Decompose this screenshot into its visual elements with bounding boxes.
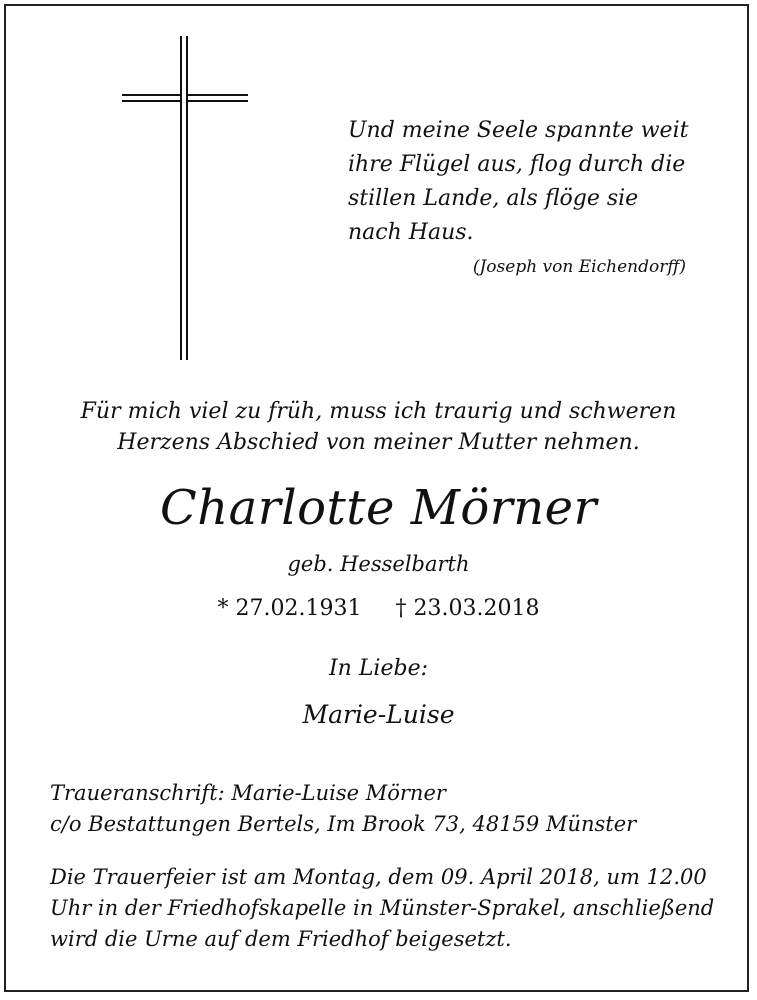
poem-quote <box>348 114 688 250</box>
ceremony-line: Uhr in der Friedhofskapelle in Münster-Sprakel, anschließend <box>50 896 715 920</box>
life-dates <box>0 596 757 621</box>
cross-icon <box>122 36 248 360</box>
poem-attribution: (Joseph von Eichendorff) <box>472 257 686 277</box>
ceremony-line: wird die Urne auf dem Friedhof beigesetzt. <box>50 927 512 951</box>
maiden-name: geb. Hesselbarth <box>287 552 470 576</box>
signoff-label: In Liebe: <box>328 656 429 681</box>
address-line: c/o Bestattungen Bertels, Im Brook 73, 48159 Münster <box>50 812 637 836</box>
deceased-name: Charlotte Mörner <box>160 480 597 536</box>
death-date: † 23.03.2018 <box>395 596 540 621</box>
ceremony-line: Die Trauerfeier ist am Montag, dem 09. April 2018, um 12.00 <box>50 865 707 889</box>
ceremony-info <box>50 862 730 955</box>
poem-line: stillen Lande, als flöge sie <box>348 186 639 211</box>
address-line: Traueranschrift: Marie-Luise Mörner <box>50 781 446 805</box>
birth-date: * 27.02.1931 <box>217 596 362 621</box>
poem-line: Und meine Seele spannte weit <box>348 118 689 143</box>
intro-line: Für mich viel zu früh, muss ich traurig und schweren <box>80 399 677 424</box>
intro-text <box>0 396 757 458</box>
poem-line: ihre Flügel aus, flog durch die <box>348 152 686 177</box>
intro-line: Herzens Abschied von meiner Mutter nehmen. <box>117 430 640 455</box>
poem-line: nach Haus. <box>348 220 474 245</box>
mourning-address <box>50 778 730 840</box>
signoff-name: Marie-Luise <box>302 700 455 729</box>
